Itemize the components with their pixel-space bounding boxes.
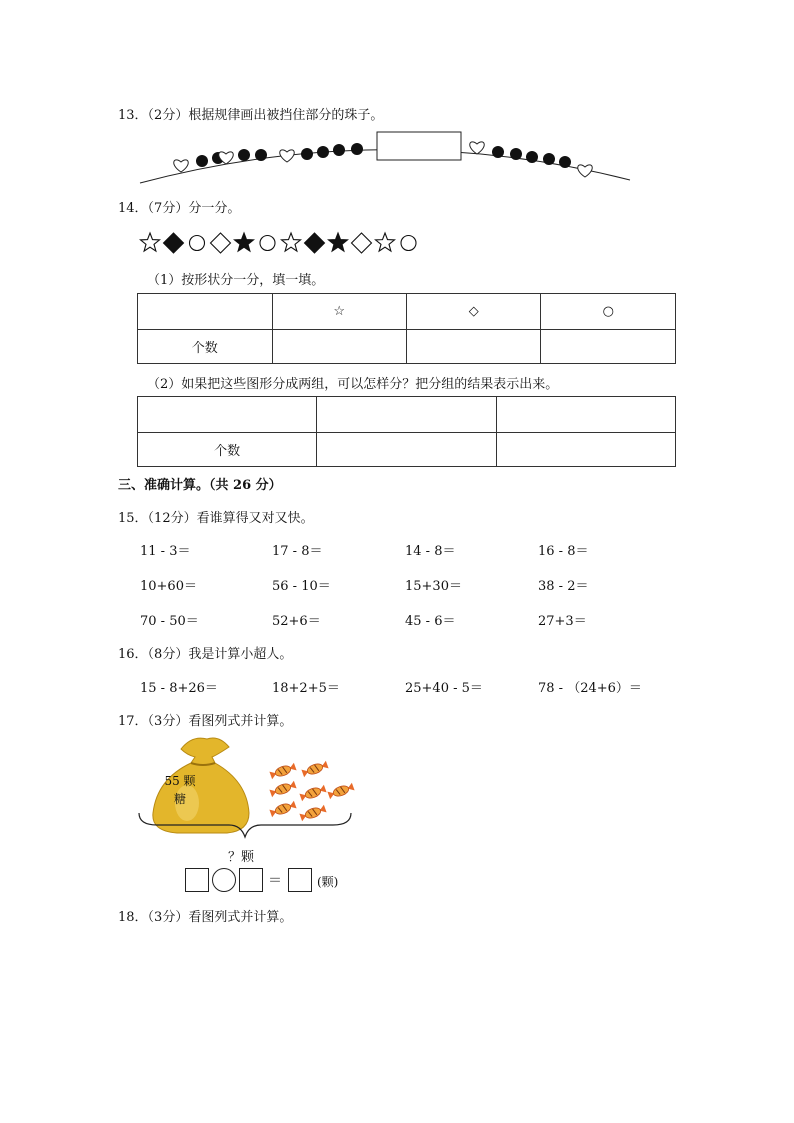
bag-label-count: 55 颗 xyxy=(164,774,196,788)
black-bead xyxy=(510,148,522,160)
table1-answer-cell[interactable] xyxy=(541,330,676,364)
star-outline-shape xyxy=(141,233,160,251)
diamond-outline-shape xyxy=(352,233,372,253)
answer-box-result[interactable] xyxy=(288,868,312,892)
black-bead xyxy=(543,153,555,165)
q15-equation: 45 - 6＝ xyxy=(405,614,456,629)
bag-label-candy: 糖 xyxy=(173,792,186,806)
table2-group-cell[interactable] xyxy=(317,397,496,433)
star-filled-shape xyxy=(329,233,348,251)
q14-part1-prompt: （1）按形状分一分，填一填。 xyxy=(147,273,325,288)
star-filled-shape xyxy=(235,233,254,251)
black-bead xyxy=(351,143,363,155)
total-question-label: ？颗 xyxy=(228,850,255,865)
black-bead xyxy=(492,146,504,158)
heart-bead xyxy=(174,160,188,172)
star-outline-shape xyxy=(376,233,395,251)
wrapped-candy xyxy=(301,760,329,777)
star-outline-shape xyxy=(282,233,301,251)
heart-bead xyxy=(578,165,592,177)
shape-sequence xyxy=(138,230,428,256)
table1-header-diamond: ◇ xyxy=(407,294,541,330)
black-bead xyxy=(333,144,345,156)
q16-prompt: 16．（8分）我是计算小超人。 xyxy=(118,647,293,662)
diamond-outline-shape xyxy=(211,233,231,253)
q15-equation: 15+30＝ xyxy=(405,579,462,594)
q16-equation: 18+2+5＝ xyxy=(272,681,340,696)
answer-box-second-number[interactable] xyxy=(239,868,263,892)
q15-equation: 70 - 50＝ xyxy=(140,614,199,629)
circle-outline-shape xyxy=(190,236,205,251)
q18-prompt: 18．（3分）看图列式并计算。 xyxy=(118,910,293,925)
black-bead xyxy=(196,155,208,167)
answer-circle-operator[interactable] xyxy=(212,868,236,892)
black-bead xyxy=(301,148,313,160)
grouping-table xyxy=(137,396,676,467)
q14-part2-prompt: （2）如果把这些图形分成两组，可以怎样分？把分组的结果表示出来。 xyxy=(147,377,559,392)
table1-header-star: ☆ xyxy=(272,294,407,330)
q15-equation: 52+6＝ xyxy=(272,614,321,629)
wrapped-candy xyxy=(299,784,327,801)
table2-answer-cell[interactable] xyxy=(496,433,675,467)
q15-equation: 14 - 8＝ xyxy=(405,544,456,559)
heart-bead xyxy=(470,142,484,154)
table1-answer-cell[interactable] xyxy=(407,330,541,364)
table1-header-blank xyxy=(138,294,273,330)
q17-prompt: 17．（3分）看图列式并计算。 xyxy=(118,714,293,729)
q15-equation: 56 - 10＝ xyxy=(272,579,331,594)
shape-count-table xyxy=(137,293,676,364)
equals-sign: ＝ xyxy=(268,873,282,889)
black-bead xyxy=(238,149,250,161)
answer-box-first-number[interactable] xyxy=(185,868,209,892)
hidden-beads-box xyxy=(377,132,461,160)
circle-outline-shape xyxy=(401,236,416,251)
q15-equation: 11 - 3＝ xyxy=(140,544,191,559)
unit-label: (颗) xyxy=(317,875,339,889)
diamond-filled-shape xyxy=(305,233,325,253)
q15-equation: 27+3＝ xyxy=(538,614,587,629)
q15-equation: 10+60＝ xyxy=(140,579,197,594)
black-bead xyxy=(526,151,538,163)
table2-row-label: 个数 xyxy=(138,433,317,467)
q15-equation: 16 - 8＝ xyxy=(538,544,589,559)
wrapped-candy xyxy=(269,800,297,817)
black-bead xyxy=(317,146,329,158)
q16-equation: 78 - （24+6）＝ xyxy=(538,681,642,696)
table2-answer-cell[interactable] xyxy=(317,433,496,467)
wrapped-candy xyxy=(269,762,297,779)
q16-equation: 25+40 - 5＝ xyxy=(405,681,483,696)
black-bead xyxy=(255,149,267,161)
diamond-filled-shape xyxy=(164,233,184,253)
table1-answer-cell[interactable] xyxy=(272,330,407,364)
wrapped-candy xyxy=(327,782,355,799)
table1-header-circle: ○ xyxy=(541,294,676,330)
q13-prompt: 13．（2分）根据规律画出被挡住部分的珠子。 xyxy=(118,108,384,123)
heart-bead xyxy=(280,150,294,162)
q15-prompt: 15．（12分）看谁算得又对又快。 xyxy=(118,511,314,526)
table2-header-blank xyxy=(138,397,317,433)
q16-equation: 15 - 8+26＝ xyxy=(140,681,218,696)
wrapped-candy xyxy=(269,780,297,797)
q14-prompt: 14．（7分）分一分。 xyxy=(118,201,241,216)
candy-group xyxy=(269,760,355,821)
table2-group-cell[interactable] xyxy=(496,397,675,433)
circle-outline-shape xyxy=(260,236,275,251)
bead-string-figure xyxy=(140,128,640,188)
wrapped-candy xyxy=(299,804,327,821)
black-bead xyxy=(559,156,571,168)
table1-row-label: 个数 xyxy=(138,330,273,364)
q15-equation: 38 - 2＝ xyxy=(538,579,589,594)
q15-equation: 17 - 8＝ xyxy=(272,544,323,559)
section3-title: 三、准确计算。（共 26 分） xyxy=(118,478,282,493)
